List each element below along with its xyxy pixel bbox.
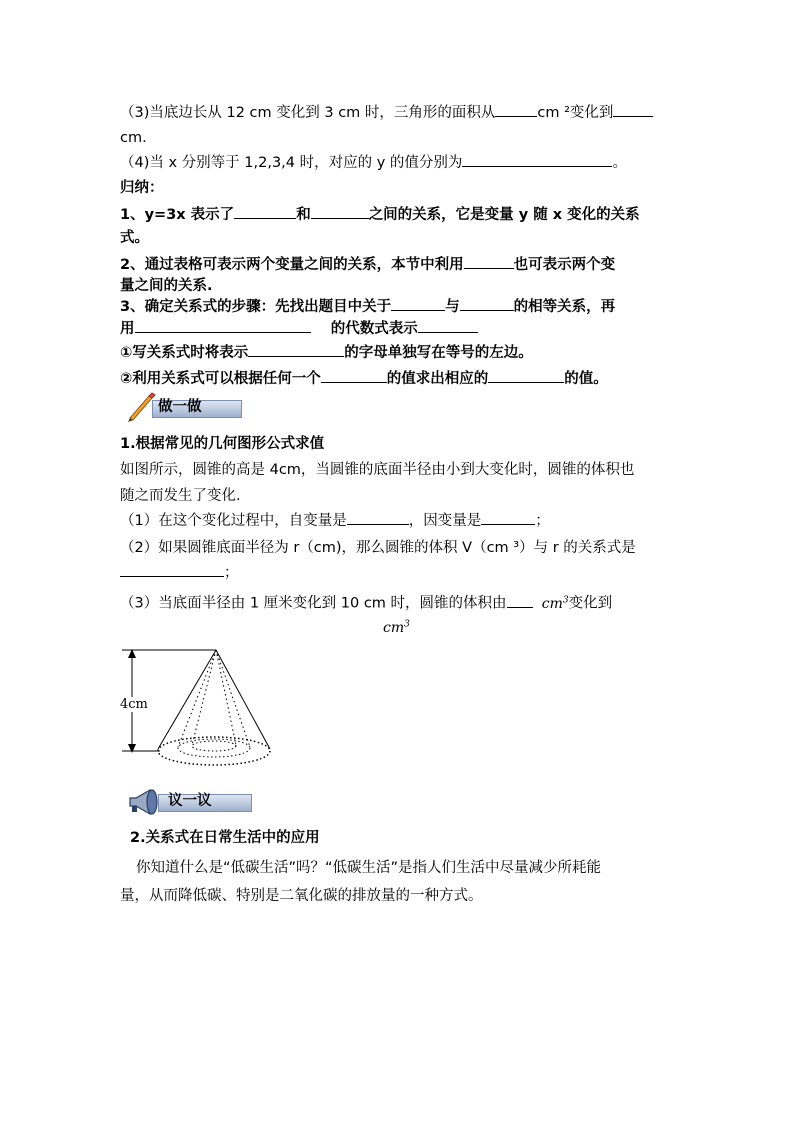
summary-text: 的相等关系，再 [513,299,616,315]
cone-figure [118,645,278,775]
summary-title: 归纳： [120,180,164,196]
summary-text: 的值求出相应的 [386,371,489,387]
paragraph: 量，从而降低碳、特别是二氧化碳的排放量的一种方式。 [120,888,483,904]
answer-blank[interactable] [460,296,514,311]
section-heading-1: 1.根据常见的几何图形公式求值 [120,436,325,452]
question-text: 变化到 [568,595,613,612]
answer-blank[interactable] [234,204,296,219]
summary-text: 1、y=3x 表示了 [120,207,235,223]
height-label: 4cm [120,697,148,712]
do-it-badge [124,392,254,422]
unit-cm3: $cm^3$ [541,595,569,612]
summary-text: 的值。 [564,371,608,387]
summary-text: ②利用关系式可以根据任何一个 [120,371,321,387]
question-3-cont [383,614,410,638]
summary-item-3 [120,296,615,317]
summary-note-2 [120,368,608,389]
summary-text: 2、通过表格可表示两个变量之间的关系，本节中利用 [120,257,464,273]
unit-text: cm [541,595,563,612]
do-it-title: 做一做 [158,399,202,415]
unit-cm3: $cm^3$ [383,619,410,636]
answer-blank[interactable] [464,254,514,269]
question-text: ； [535,513,550,529]
unit-text: cm ²变化到 [537,105,614,121]
unit-text: cm [383,619,405,636]
answer-blank[interactable] [418,318,478,333]
question-4-text: （4)当 x 分别等于 1,2,3,4 时，对应的 y 的值分别为 [120,155,463,171]
unit-text: cm. [120,130,147,146]
summary-item-2-cont: 量之间的关系. [120,278,213,294]
answer-blank[interactable] [311,204,369,219]
paragraph: 如图所示，圆锥的高是 4cm，当圆锥的底面半径由小到大变化时，圆锥的体积也 [120,462,635,478]
answer-blank[interactable] [507,593,533,608]
question-1 [120,510,550,531]
summary-text: 用 [120,321,135,337]
summary-text: 与 [445,299,460,315]
answer-blank[interactable] [495,102,537,117]
summary-item-1 [120,204,640,225]
section-heading-2: 2.关系式在日常生活中的应用 [130,830,320,846]
answer-blank[interactable] [613,102,653,117]
question-3-line [120,102,653,123]
question-2: （2）如果圆锥底面半径为 r（cm)，那么圆锥的体积 V（cm ³）与 r 的关系式是 [120,540,636,556]
megaphone-icon [126,786,162,820]
discuss-title: 议一议 [168,793,212,809]
summary-note-1 [120,342,533,363]
question-3-cont [120,128,147,148]
summary-text: 3、确定关系式的步骤：先找出题目中关于 [120,299,392,315]
question-text: （3）当底面半径由 1 厘米变化到 10 cm 时，圆锥的体积由 [120,595,507,612]
question-3-text: （3)当底边长从 12 cm 变化到 3 cm 时，三角形的面积从 [120,105,496,121]
question-2-cont [120,562,239,583]
question-text: （1）在这个变化过程中，自变量是 [120,513,347,529]
question-4-line [120,152,627,173]
answer-blank[interactable] [488,368,564,383]
summary-text: ①写关系式时将表示 [120,345,249,361]
answer-blank[interactable] [481,510,535,525]
answer-blank[interactable] [248,342,344,357]
answer-blank[interactable] [120,562,224,577]
summary-text: 也可表示两个变 [513,257,616,273]
summary-text: 的字母单独写在等号的左边。 [344,345,533,361]
summary-text: 的代数式表示 [330,321,418,337]
period: 。 [612,155,627,171]
paragraph: 随之而发生了变化. [120,488,241,504]
summary-item-2 [120,254,615,275]
answer-blank[interactable] [321,368,387,383]
question-text: ； [224,565,239,581]
summary-text: 之间的关系，它是变量 y 随 x 变化的关系 [368,207,640,223]
paragraph: 你知道什么是“低碳生活”吗？“低碳生活”是指人们生活中尽量减少所耗能 [136,860,602,876]
question-text: ，因变量是 [408,513,482,529]
discuss-badge [124,786,264,816]
answer-blank[interactable] [135,318,311,333]
question-3 [120,590,612,614]
summary-item-3-cont [120,318,478,339]
answer-blank[interactable] [391,296,445,311]
summary-text: 和 [296,207,311,223]
answer-blank[interactable] [347,510,409,525]
answer-blank[interactable] [462,152,612,167]
summary-item-1-cont: 式。 [120,230,149,246]
